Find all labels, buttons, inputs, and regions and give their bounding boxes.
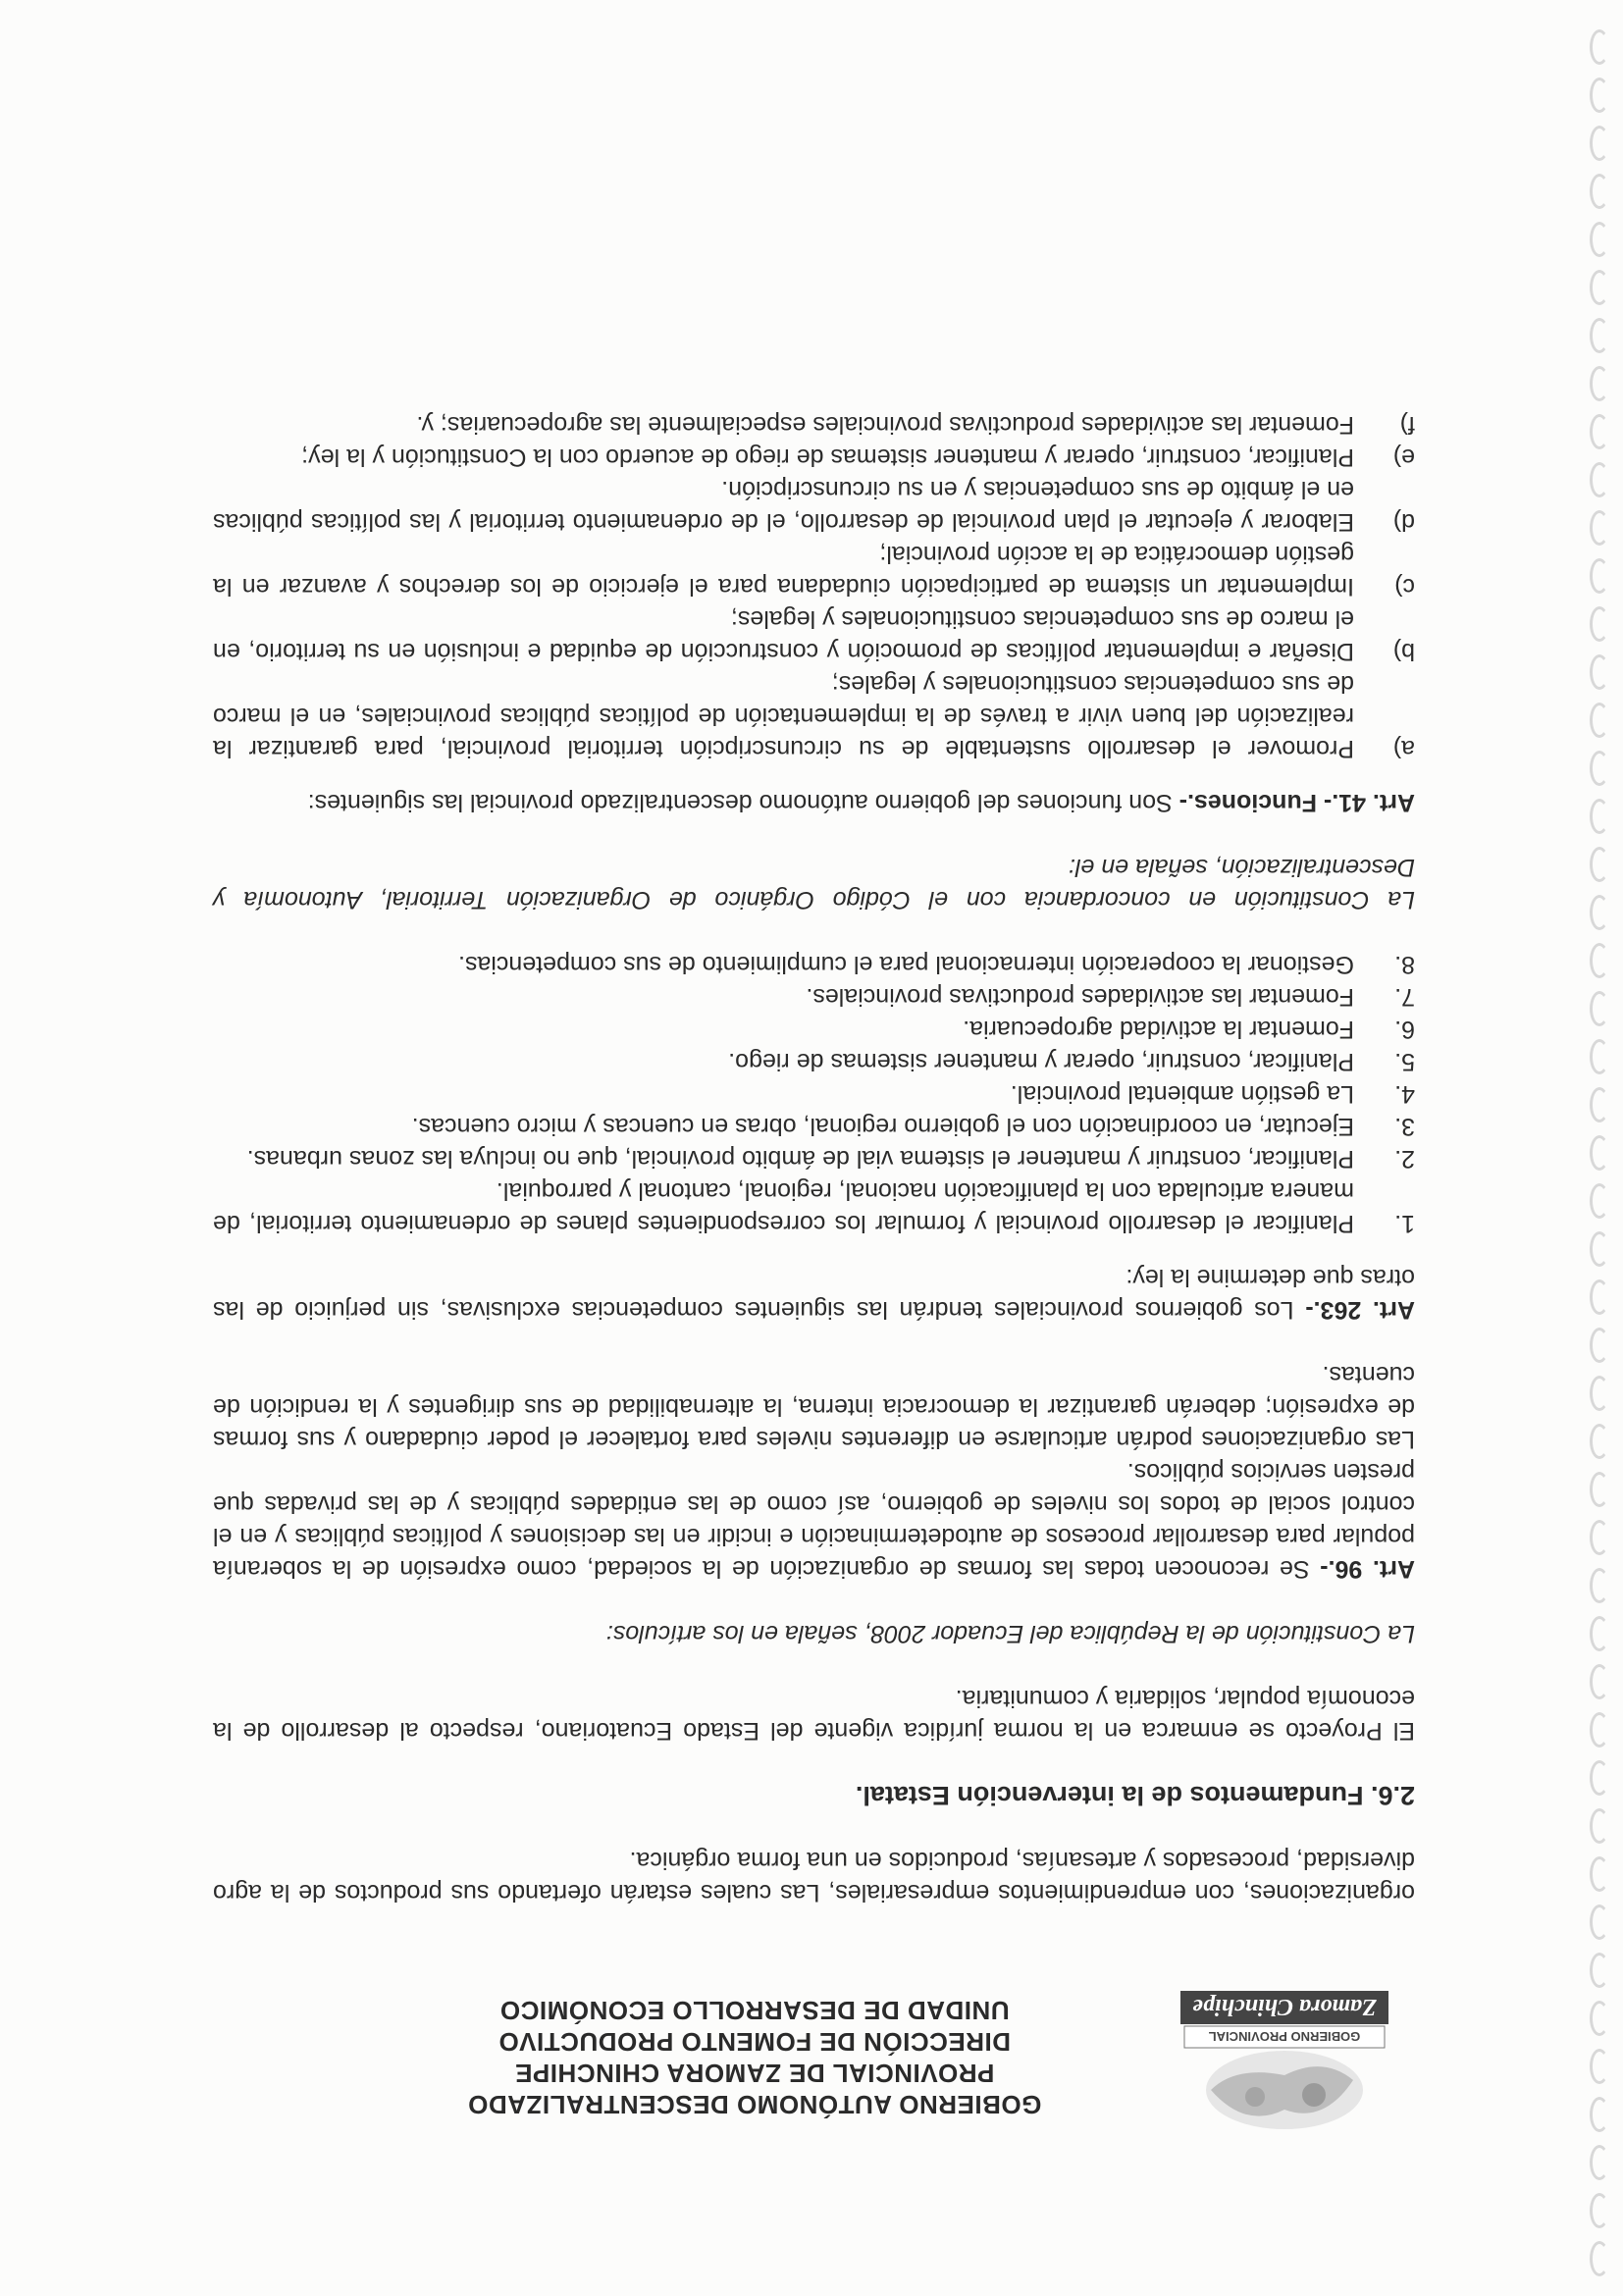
binder-ring	[1590, 847, 1609, 882]
header-title-block	[401, 1995, 1108, 2120]
binder-ring	[1590, 1135, 1609, 1171]
binder-ring	[1590, 1472, 1609, 1507]
art41-text: Son funciones del gobierno autónomo descentralizado provincial las siguientes:	[307, 789, 1179, 816]
list-item	[213, 538, 1415, 602]
binder-ring	[1590, 1039, 1609, 1074]
list-marker: 3.	[1394, 1113, 1415, 1140]
art263-text: Los gobiernos provinciales tendrán las siguientes competencias exclusivas, sin perjuicio de las otras que determine la ley:	[213, 1264, 1415, 1324]
art41-paragraph	[213, 786, 1415, 818]
binder-ring	[1590, 366, 1609, 401]
binder-ring	[1590, 703, 1609, 738]
organizations-paragraph: Las organizaciones podrán articularse en diferentes niveles para fortalecer el poder ciudadano y sus formas de expresión; deberán garantizar la democracia interna, la alternabilidad de sus dirigentes y la rendición de cuentas.	[213, 1361, 1415, 1453]
binder-ring	[1590, 751, 1609, 786]
list-item	[213, 667, 1415, 764]
gad-zamora-chinchipe-logo	[1177, 1987, 1392, 2134]
list-item-text: Planificar, construir y mantener el sistema vial de ámbito provincial, que no incluya las zonas urbanas.	[246, 1145, 1354, 1173]
list-item	[213, 1174, 1415, 1239]
binder-ring	[1590, 222, 1609, 257]
binder-ring	[1590, 414, 1609, 449]
binder-ring	[1590, 1376, 1609, 1411]
list-marker: e)	[1392, 444, 1415, 471]
binder-ring	[1590, 1424, 1609, 1459]
constitution-intro: La Constitución de la República del Ecuador 2008, señala en los artículos:	[605, 1620, 1415, 1647]
list-marker: f)	[1399, 411, 1415, 439]
binder-ring	[1590, 2241, 1609, 2276]
competencias-list	[213, 948, 1415, 1239]
list-item-text: Gestionar la cooperación internacional para el cumplimiento de sus competencias.	[457, 951, 1354, 978]
binder-ring	[1590, 1905, 1609, 1940]
list-item-text: Fomentar las actividades productivas provinciales especialmente las agropecuarias; y.	[416, 411, 1354, 439]
list-item-text: Planificar, construir, operar y mantener sistemas de riego.	[728, 1048, 1354, 1075]
binder-ring	[1590, 1520, 1609, 1555]
binder-ring	[1590, 991, 1609, 1026]
list-item-text: La gestión ambiental provincial.	[1010, 1080, 1354, 1108]
list-marker: 6.	[1394, 1016, 1415, 1043]
document-body	[213, 376, 1415, 1908]
art96-paragraph	[213, 1455, 1415, 1585]
list-item	[213, 1142, 1415, 1174]
intro-paragraph: organizaciones, con emprendimientos empresariales, Las cuales estarán ofertando sus productos de la agro diversidad, procesados y artesanías, producidos en una forma orgánica.	[213, 1847, 1415, 1906]
list-item	[213, 473, 1415, 538]
list-marker: 4.	[1394, 1080, 1415, 1108]
binder-ring	[1590, 462, 1609, 497]
list-marker: 5.	[1394, 1048, 1415, 1075]
list-marker: b)	[1392, 638, 1415, 665]
list-marker: c)	[1394, 573, 1415, 600]
list-marker: d)	[1392, 508, 1415, 536]
list-item	[213, 602, 1415, 667]
binder-ring	[1590, 895, 1609, 930]
header-line: PROVINCIAL DE ZAMORA CHINCHIPE	[514, 2059, 995, 2088]
list-item	[213, 980, 1415, 1013]
binder-ring	[1590, 2001, 1609, 2036]
funciones-list	[213, 408, 1415, 764]
binder-ring	[1590, 799, 1609, 834]
list-item	[213, 1110, 1415, 1142]
art96-text: Se reconocen todas las formas de organización de la sociedad, como expresión de la soberanía popular para desarrollar procesos de autodeterminación e incidir en las decisiones y políticas públicas y en el control social de todos los niveles de gobierno, así como de las entidades públicas y de las privadas que presten servicios públicos.	[213, 1458, 1415, 1583]
list-item	[213, 948, 1415, 980]
binder-ring	[1590, 1231, 1609, 1267]
binder-ring	[1590, 174, 1609, 209]
list-marker: 7.	[1394, 983, 1415, 1011]
list-marker: a)	[1392, 735, 1415, 762]
list-item-text: Fomentar la actividad agropecuaria.	[963, 1016, 1354, 1043]
list-item-text: Ejecutar, en coordinación con el gobierno regional, obras en cuencas y micro cuencas.	[411, 1113, 1354, 1140]
header-line: GOBIERNO AUTÓNOMO DESCENTRALIZADO	[467, 2090, 1042, 2119]
binder-ring	[1590, 1087, 1609, 1122]
binder-ring	[1590, 2145, 1609, 2180]
binder-ring	[1590, 510, 1609, 546]
binder-ring	[1590, 1760, 1609, 1796]
binder-ring	[1590, 29, 1609, 65]
binder-ring	[1590, 1856, 1609, 1892]
binder-ring	[1590, 78, 1609, 113]
binder-ring	[1590, 606, 1609, 642]
binder-ring	[1590, 270, 1609, 305]
list-item-text: Fomentar las actividades productivas provinciales.	[806, 983, 1354, 1011]
binder-ring	[1590, 2193, 1609, 2228]
list-item-text: Planificar el desarrollo provincial y formular los correspondientes planes de ordenamiento territorial, de manera articulada con la planificación nacional, regional, cantonal y parroquial.	[213, 1177, 1354, 1237]
list-marker: 8.	[1394, 951, 1415, 978]
art263-label: Art. 263.-	[1305, 1296, 1415, 1324]
logo-name-text: Zamora Chinchipe	[1192, 1994, 1377, 2019]
binder-ring	[1590, 1664, 1609, 1699]
list-item	[213, 1013, 1415, 1045]
binder-ring	[1590, 654, 1609, 690]
binder-ring	[1590, 1712, 1609, 1748]
art96-label: Art. 96.-	[1320, 1555, 1415, 1583]
list-item-text: Planificar, construir, operar y mantener sistemas de riego de acuerdo con la Constitución y la ley;	[301, 444, 1354, 471]
binder-ring	[1590, 2097, 1609, 2132]
binder-ring	[1590, 1183, 1609, 1219]
institution-logo	[1177, 1987, 1392, 2134]
art41-label: Art. 41.- Funciones.-	[1178, 789, 1415, 816]
binder-ring	[1590, 943, 1609, 978]
list-item	[213, 1077, 1415, 1110]
binder-ring	[1590, 558, 1609, 594]
binder-ring	[1590, 1616, 1609, 1651]
document-header	[117, 1987, 1392, 2134]
binder-ring	[1590, 318, 1609, 353]
project-framework-paragraph: El Proyecto se enmarca en la norma jurídica vigente del Estado Ecuatoriano, respecto al desarrollo de la economía popular, solidaria y comunitaria.	[213, 1685, 1415, 1745]
binder-ring	[1590, 2049, 1609, 2084]
list-item	[213, 441, 1415, 473]
list-item	[213, 408, 1415, 441]
header-line: UNIDAD DE DESARROLLO ECONÓMICO	[499, 1996, 1010, 2025]
art263-paragraph	[213, 1261, 1415, 1326]
header-line: DIRECCIÓN DE FOMENTO PRODUCTIVO	[497, 2027, 1012, 2057]
list-item-text: Promover el desarrollo sustentable de su circunscripción territorial provincial, para garantizar la realización del buen vivir a través de la implementación de políticas públicas provinciales, en el marco de sus competencias constitucionales y legales;	[213, 670, 1354, 762]
section-title: 2.6. Fundamentos de la intervención Estatal.	[855, 1781, 1415, 1810]
binder-ring	[1590, 1328, 1609, 1363]
list-item-text: Implementar un sistema de participación ciudadana para el ejercicio de los derechos y avanzar en la gestión democrática de la acción provincial;	[213, 541, 1354, 600]
list-marker: 2.	[1394, 1145, 1415, 1173]
binder-ring	[1590, 1808, 1609, 1844]
binder-ring	[1590, 126, 1609, 161]
binder-ring	[1590, 1279, 1609, 1315]
binder-ring	[1590, 1953, 1609, 1988]
cootad-intro: La Constitución en concordancia con el Código Orgánico de Organización Territorial, Autonomía y Descentralización, señala en el:	[213, 854, 1415, 913]
list-item	[213, 1045, 1415, 1077]
list-marker: 1.	[1394, 1210, 1415, 1237]
logo-top-text: GOBIERNO PROVINCIAL	[1208, 2029, 1361, 2044]
binder-ring	[1590, 1568, 1609, 1603]
list-item-text: Diseñar e implementar políticas de promoción y construcción de equidad e inclusión en su territorio, en el marco de sus competencias constitucionales y legales;	[213, 605, 1354, 665]
list-item-text: Elaborar y ejecutar el plan provincial de desarrollo, el de ordenamiento territorial y las políticas públicas en el ámbito de sus competencias y en su circunscripción.	[213, 476, 1354, 536]
